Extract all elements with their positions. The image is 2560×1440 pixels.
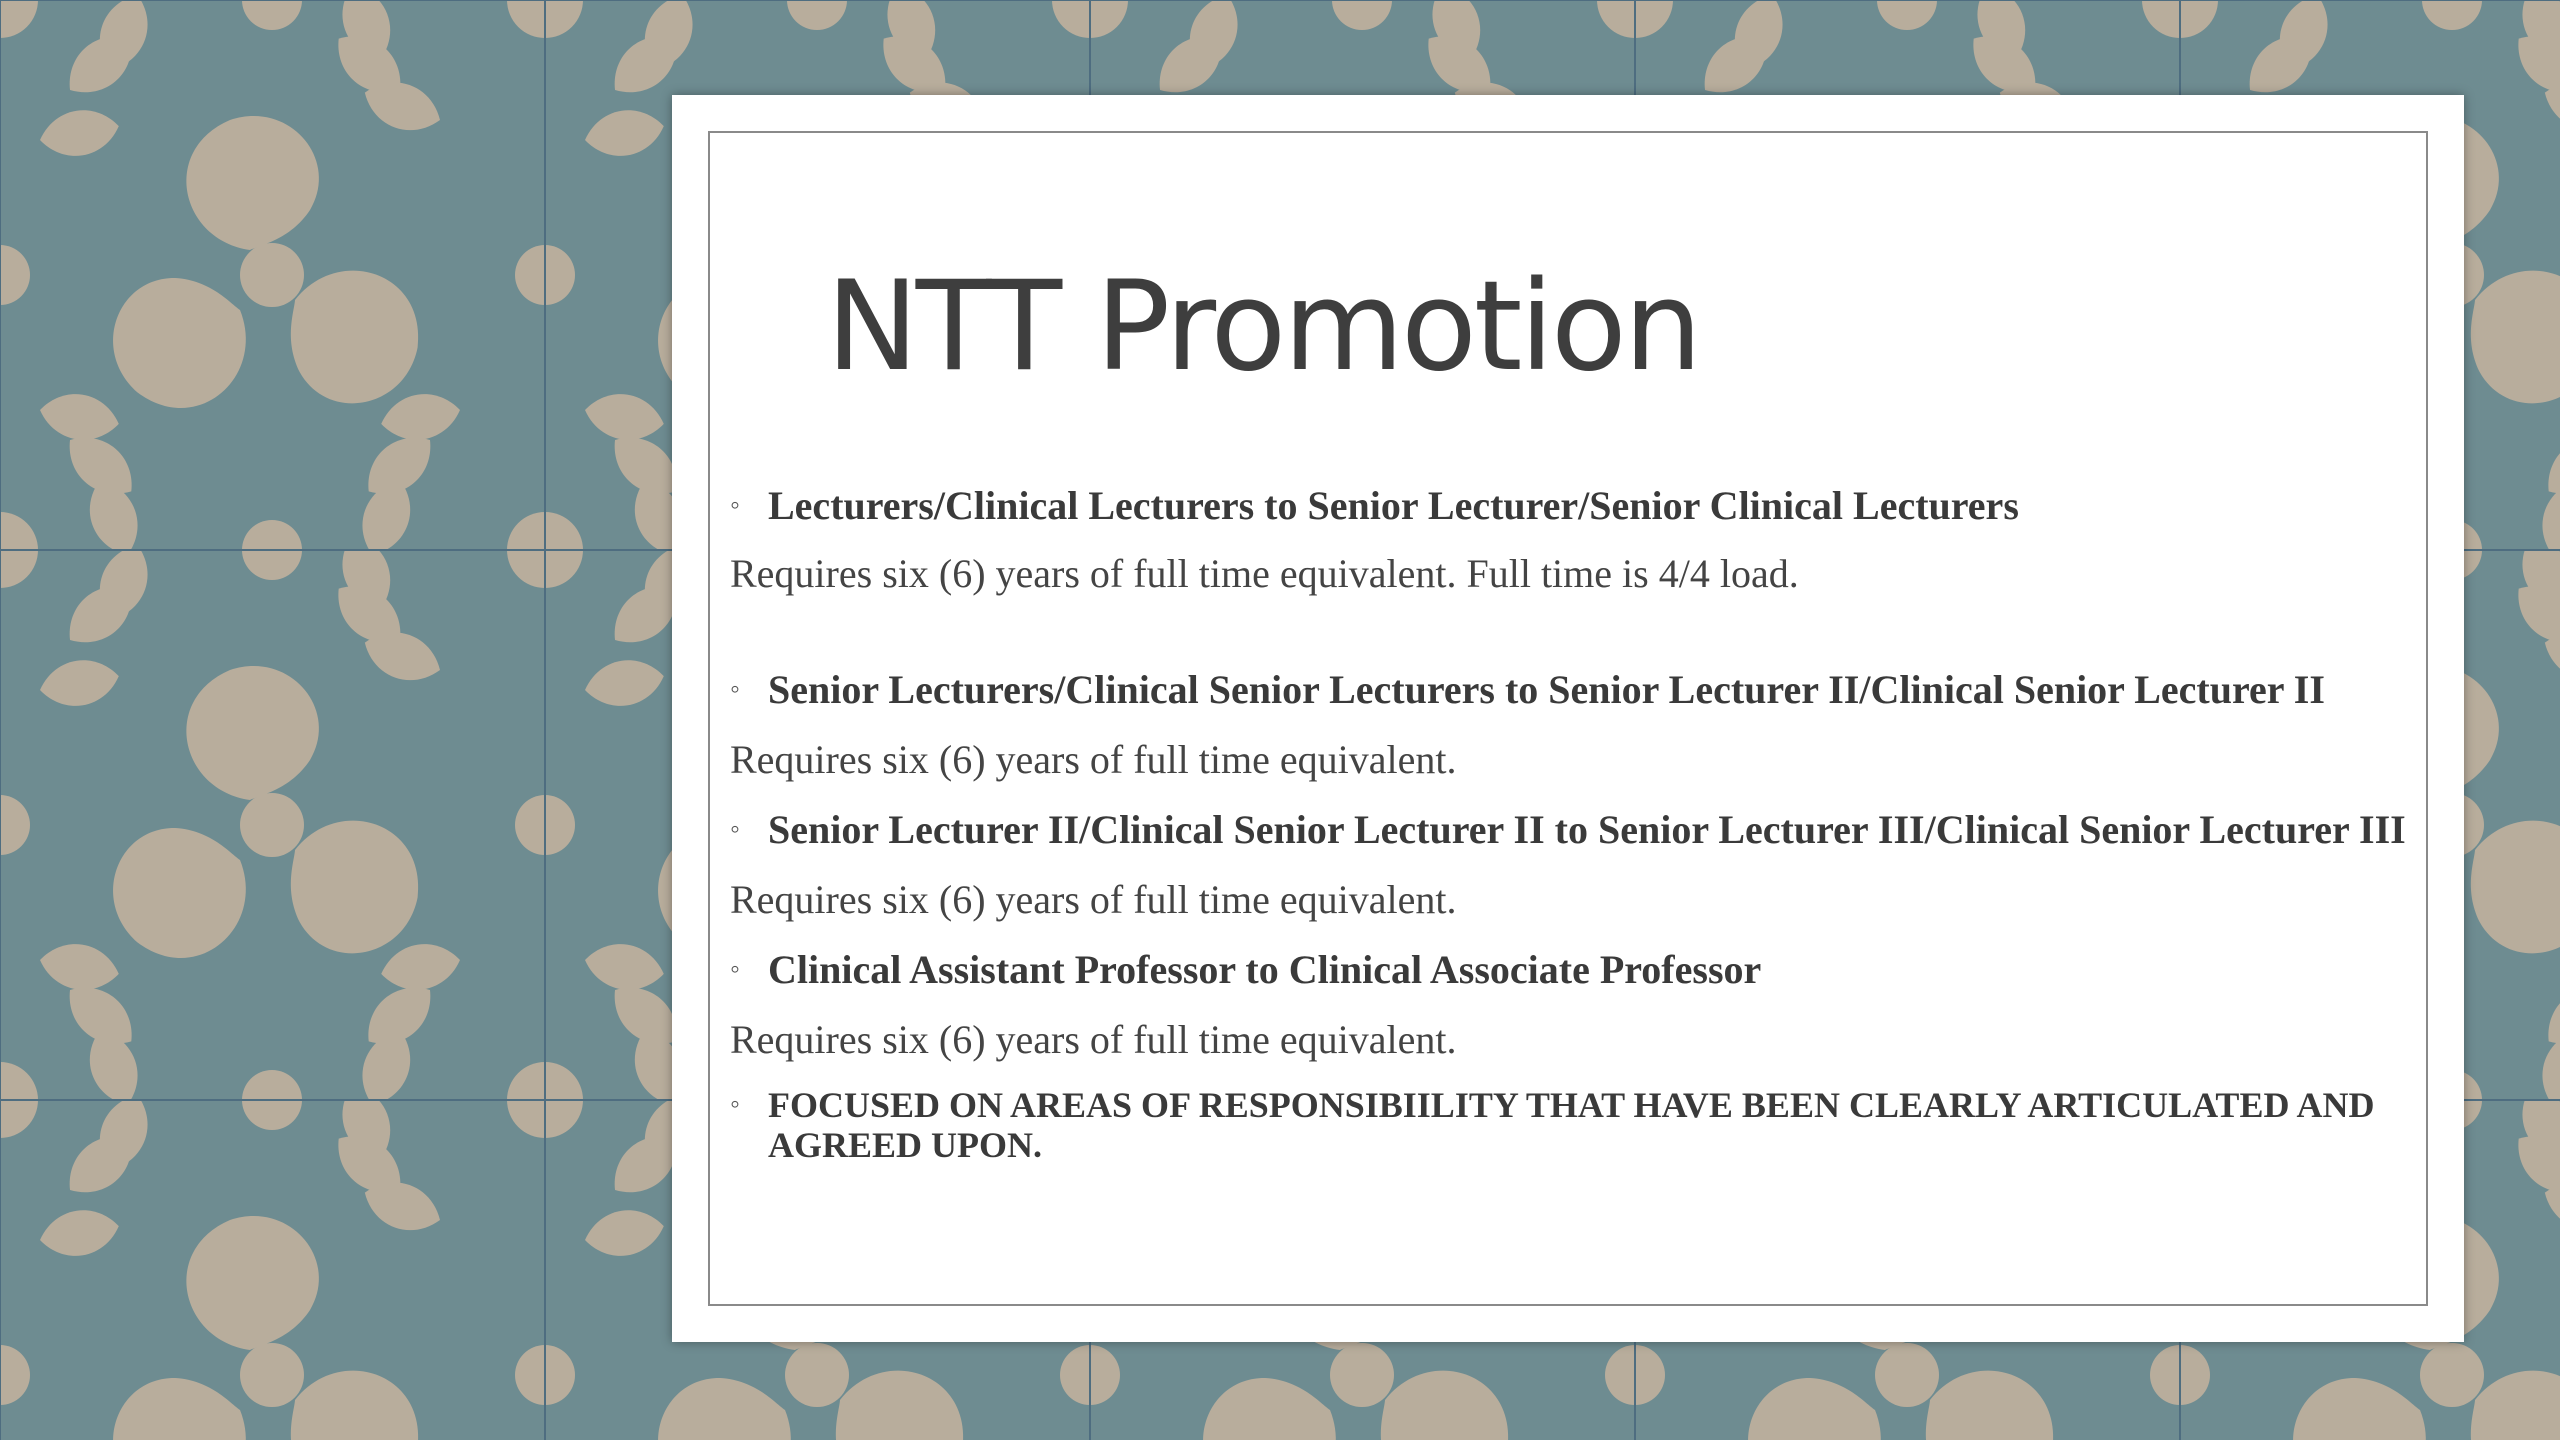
requirement-text: Requires six (6) years of full time equivalent. bbox=[730, 877, 1457, 922]
slide-title: NTT Promotion bbox=[826, 255, 1700, 399]
bullet-heading: Senior Lecturer II/Clinical Senior Lecturer II to Senior Lecturer III/Clinical Senior Lecturer III bbox=[768, 807, 2406, 852]
bullet-item bbox=[730, 483, 2430, 529]
bullet-item bbox=[730, 807, 2430, 853]
bullet-ring-icon: ◦ bbox=[730, 954, 740, 985]
bullet-item bbox=[730, 947, 2430, 993]
bullet-item bbox=[730, 1085, 2430, 1165]
slide-content bbox=[730, 483, 2430, 1165]
bullet-ring-icon: ◦ bbox=[730, 814, 740, 845]
slide-card bbox=[672, 95, 2464, 1342]
requirement-text: Requires six (6) years of full time equivalent. bbox=[730, 1017, 1457, 1062]
bullet-ring-icon: ◦ bbox=[730, 674, 740, 705]
requirement-text: Requires six (6) years of full time equivalent. Full time is 4/4 load. bbox=[730, 551, 1799, 596]
bullet-heading: Lecturers/Clinical Lecturers to Senior Lecturer/Senior Clinical Lecturers bbox=[768, 483, 2019, 528]
bullet-heading: Clinical Assistant Professor to Clinical Associate Professor bbox=[768, 947, 1762, 992]
bullet-ring-icon: ◦ bbox=[730, 1089, 740, 1120]
bullet-item bbox=[730, 667, 2430, 713]
closing-statement: FOCUSED ON AREAS OF RESPONSIBIILITY THAT HAVE BEEN CLEARLY ARTICULATED AND AGREED UPON. bbox=[768, 1085, 2375, 1165]
bullet-heading: Senior Lecturers/Clinical Senior Lecturers to Senior Lecturer II/Clinical Senior Lecturer II bbox=[768, 667, 2325, 712]
requirement-text: Requires six (6) years of full time equivalent. bbox=[730, 737, 1457, 782]
bullet-ring-icon: ◦ bbox=[730, 490, 740, 521]
